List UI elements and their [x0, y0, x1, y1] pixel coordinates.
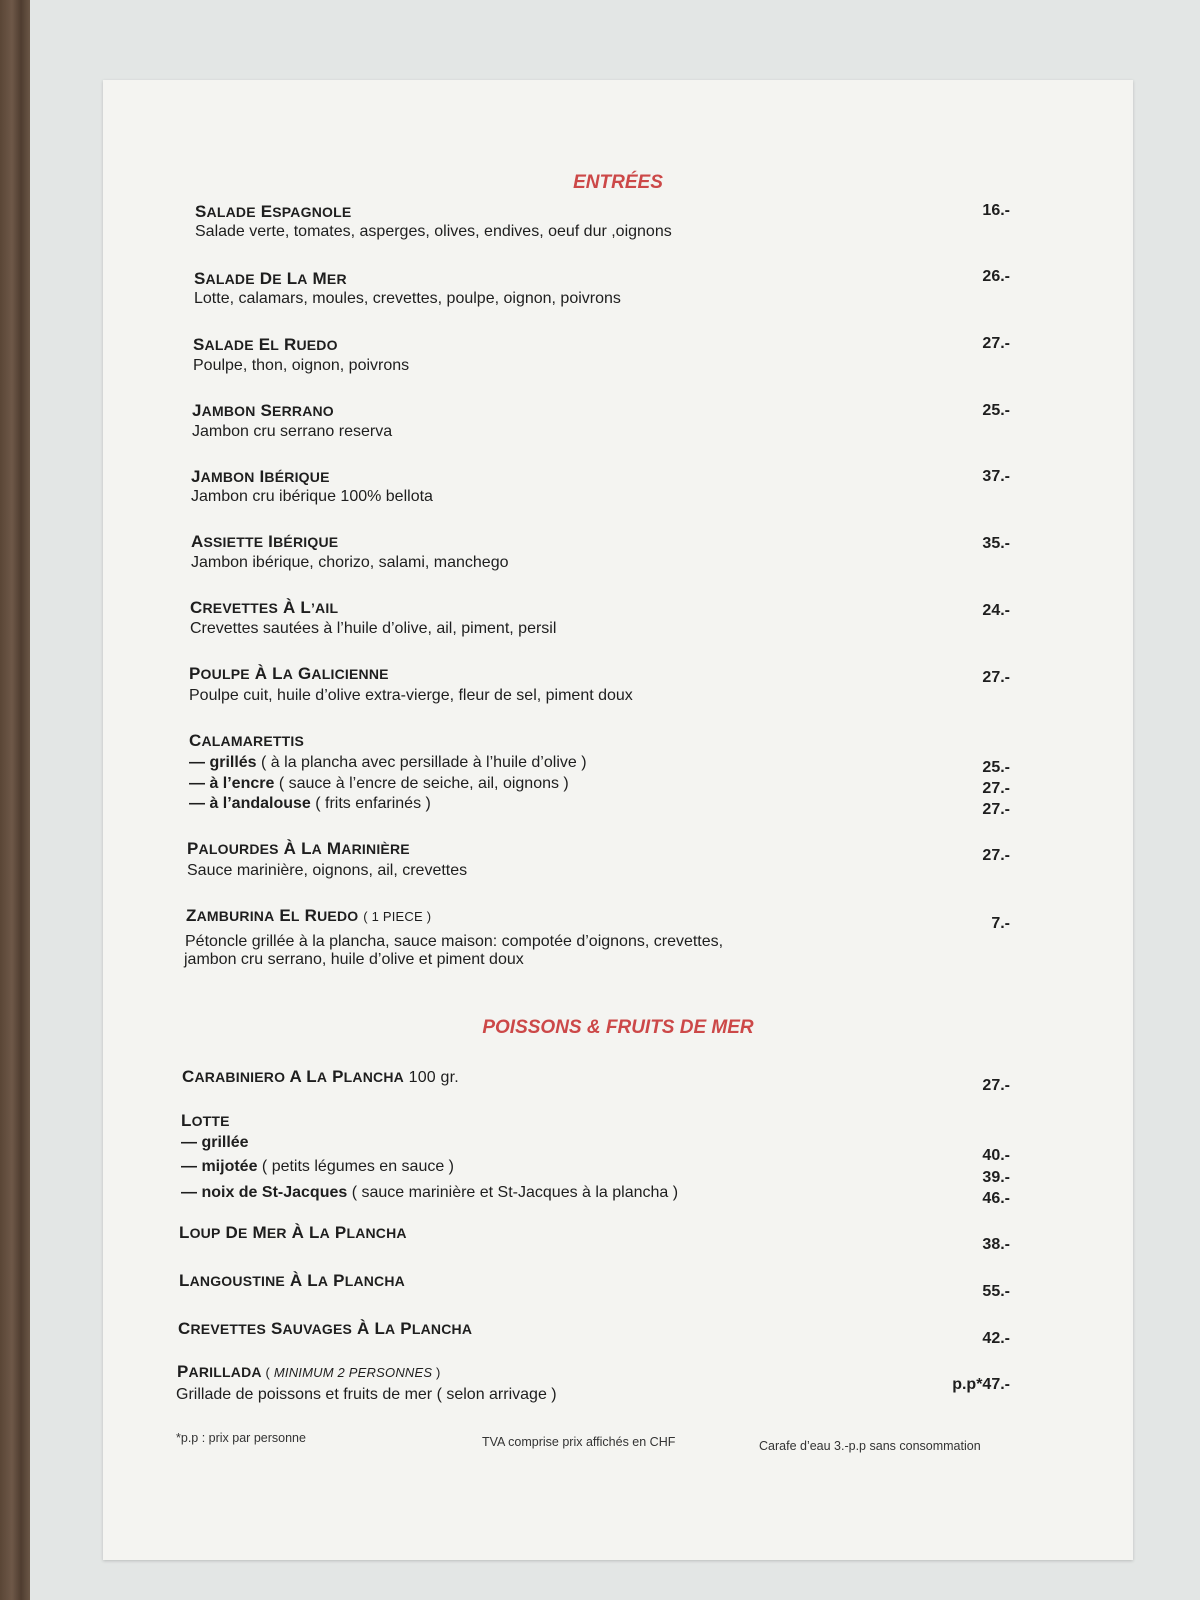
- item-description: Sauce marinière, oignons, ail, crevettes: [187, 862, 468, 879]
- wood-table-edge: [0, 0, 30, 1600]
- item-name: SALADE ESPAGNOLE: [195, 202, 352, 221]
- item-price: 42.-: [982, 1330, 1010, 1347]
- option-note: ( petits légumes en sauce ): [257, 1158, 455, 1175]
- item-name: [182, 1067, 459, 1087]
- item-price: 40.-: [982, 1147, 1010, 1164]
- item-description: Jambon ibérique, chorizo, salami, manchego: [191, 554, 509, 571]
- item-name: POULPE À LA GALICIENNE: [189, 664, 389, 683]
- item-price: 46.-: [982, 1190, 1010, 1207]
- option-label: — à l’encre: [189, 775, 275, 792]
- item-price: p.p*47.-: [952, 1376, 1010, 1393]
- item-option: [181, 1184, 678, 1202]
- item-description: Salade verte, tomates, asperges, olives, endives, oeuf dur ,oignons: [195, 223, 672, 240]
- item-price: 27.-: [982, 1077, 1010, 1094]
- item-name: PALOURDES À LA MARINIÈRE: [187, 839, 410, 858]
- item-price: 39.-: [982, 1169, 1010, 1186]
- option-note: ( à la plancha avec persillade à l’huile d’olive ): [256, 754, 587, 771]
- option-note: ( sauce marinière et St-Jacques à la plancha ): [347, 1184, 679, 1201]
- item-price: 27.-: [982, 780, 1010, 797]
- item-name-text: PARILLADA: [177, 1362, 262, 1381]
- item-price: 27.-: [982, 847, 1010, 864]
- footer-pp-note: *p.p : prix par personne: [176, 1431, 306, 1445]
- item-name: ASSIETTE IBÉRIQUE: [191, 532, 339, 551]
- item-name: [177, 1362, 441, 1382]
- section-title-poissons: POISSONS & FRUITS DE MER: [482, 1017, 754, 1038]
- item-description: Poulpe cuit, huile d’olive extra-vierge, fleur de sel, piment doux: [189, 687, 633, 704]
- item-name: JAMBON IBÉRIQUE: [191, 467, 330, 486]
- item-price: 27.-: [982, 669, 1010, 686]
- item-name: SALADE EL RUEDO: [193, 335, 338, 354]
- item-price: 35.-: [982, 535, 1010, 552]
- item-description: Lotte, calamars, moules, crevettes, poulpe, oignon, poivrons: [194, 290, 621, 307]
- item-price: 55.-: [982, 1283, 1010, 1300]
- item-name: LOUP DE MER À LA PLANCHA: [179, 1223, 407, 1242]
- item-option: [189, 795, 431, 813]
- item-price: 27.-: [982, 801, 1010, 818]
- item-option: [189, 754, 587, 772]
- item-name: LANGOUSTINE À LA PLANCHA: [179, 1271, 405, 1290]
- option-label: — noix de St-Jacques: [181, 1184, 348, 1201]
- item-price: 25.-: [982, 759, 1010, 776]
- item-price: 27.-: [982, 335, 1010, 352]
- item-price: 37.-: [982, 468, 1010, 485]
- option-label: — à l’andalouse: [189, 795, 311, 812]
- footer-carafe: Carafe d’eau 3.-p.p sans consommation: [759, 1439, 981, 1453]
- item-description: Jambon cru ibérique 100% bellota: [191, 488, 433, 505]
- item-name-note: ( MINIMUM 2 PERSONNES ): [261, 1365, 441, 1380]
- item-name-text: CARABINIERO A LA PLANCHA: [182, 1067, 404, 1086]
- item-weight: 100 gr.: [403, 1069, 459, 1086]
- item-description: Crevettes sautées à l’huile d’olive, ail, piment, persil: [190, 620, 557, 637]
- menu-sheet: [103, 80, 1133, 1560]
- item-name-note: ( 1 PIECE ): [363, 909, 432, 924]
- item-price: 26.-: [982, 268, 1010, 285]
- option-label: — grillés: [189, 754, 257, 771]
- section-title-entrees: ENTRÉES: [573, 172, 663, 193]
- item-option: [189, 775, 569, 793]
- item-name: JAMBON SERRANO: [192, 401, 334, 420]
- option-label: — mijotée: [181, 1158, 258, 1175]
- item-description: Jambon cru serrano reserva: [192, 423, 393, 440]
- option-note: ( frits enfarinés ): [310, 795, 431, 812]
- item-price: 24.-: [982, 602, 1010, 619]
- item-price: 38.-: [982, 1236, 1010, 1253]
- option-label: — grillée: [181, 1134, 249, 1151]
- item-option: [181, 1134, 249, 1152]
- item-name: CREVETTES À L’AIL: [190, 598, 339, 617]
- item-name: [186, 906, 431, 926]
- item-name: CREVETTES SAUVAGES À LA PLANCHA: [178, 1319, 473, 1338]
- item-description: Grillade de poissons et fruits de mer ( selon arrivage ): [176, 1386, 557, 1403]
- item-price: 16.-: [982, 202, 1010, 219]
- item-name: SALADE DE LA MER: [194, 269, 347, 288]
- item-option: [181, 1158, 454, 1176]
- item-price: 7.-: [991, 915, 1010, 932]
- item-name: CALAMARETTIS: [189, 731, 305, 750]
- item-name-text: ZAMBURINA EL RUEDO: [186, 906, 359, 925]
- item-name: LOTTE: [181, 1111, 230, 1130]
- item-description: Poulpe, thon, oignon, poivrons: [193, 357, 410, 374]
- option-note: ( sauce à l’encre de seiche, ail, oignons ): [274, 775, 569, 792]
- item-description: jambon cru serrano, huile d’olive et piment doux: [184, 951, 524, 968]
- footer-tva: TVA comprise prix affichés en CHF: [482, 1435, 676, 1449]
- item-description: Pétoncle grillée à la plancha, sauce maison: compotée d’oignons, crevettes,: [185, 933, 724, 950]
- item-price: 25.-: [982, 402, 1010, 419]
